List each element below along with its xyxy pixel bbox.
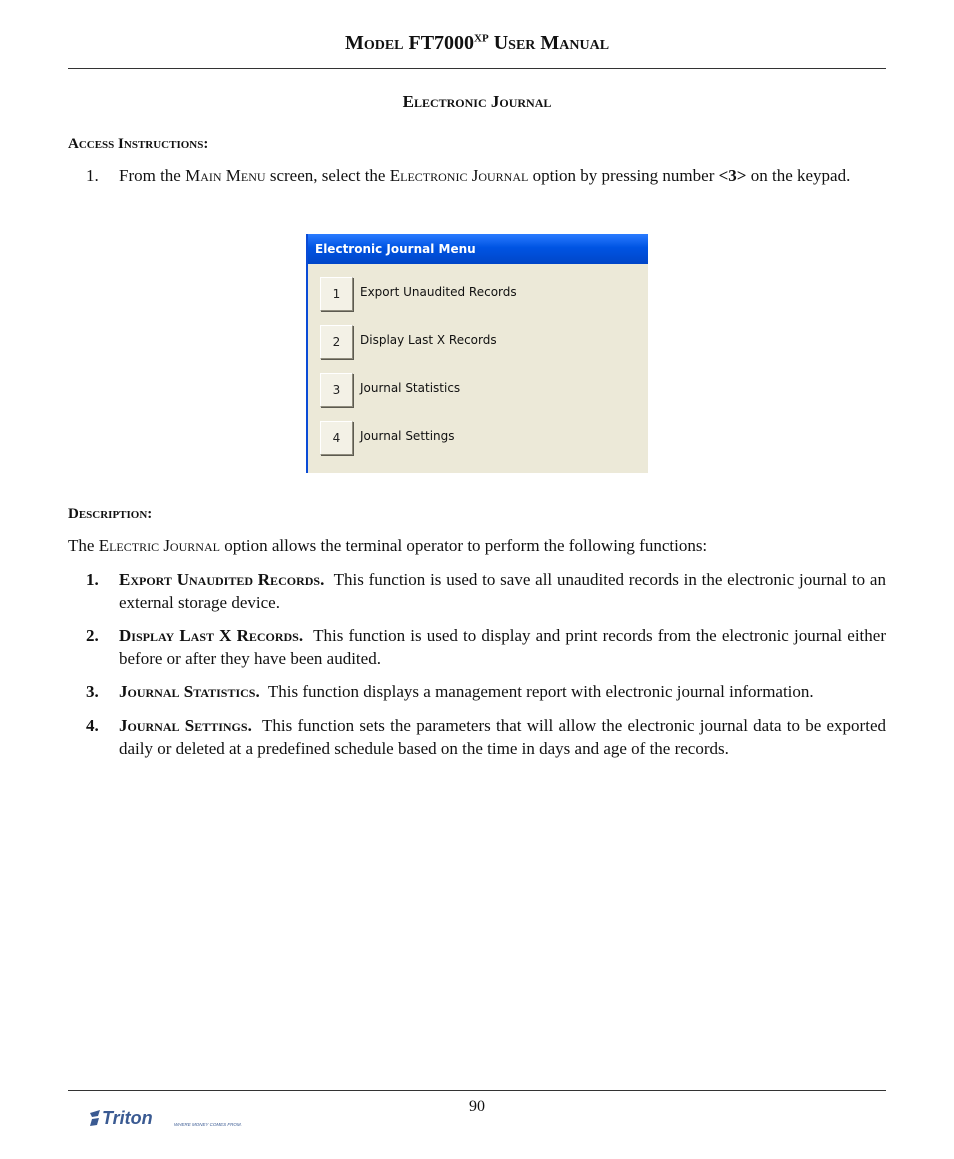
triton-logo-text: Triton	[102, 1108, 153, 1128]
function-text: This function is used to save all unaudited records in the electronic journal to an external storage device.	[119, 570, 886, 612]
menu-window-title: Electronic Journal Menu	[308, 234, 648, 264]
menu-label-display: Display Last X Records	[360, 333, 497, 347]
menu-button-3[interactable]: 3	[320, 373, 353, 407]
function-name: Display Last X Records.	[119, 626, 304, 645]
electric-journal-term: Electric Journal	[98, 536, 220, 555]
description-intro: The Electric Journal option allows the terminal operator to perform the following functions:	[68, 536, 708, 555]
function-item-display	[119, 624, 886, 670]
step-number: 1.	[86, 166, 99, 185]
menu-label-statistics: Journal Statistics	[360, 381, 461, 395]
footer-rule	[68, 1090, 886, 1091]
function-name: Export Unaudited Records.	[119, 570, 325, 589]
menu-label-settings: Journal Settings	[360, 429, 455, 443]
menu-button-1[interactable]: 1	[320, 277, 353, 311]
access-step-text: From the Main Menu screen, select the Electronic Journal option by pressing number <3> on the keypad.	[119, 166, 851, 185]
function-item-statistics	[119, 680, 886, 703]
menu-label-export: Export Unaudited Records	[360, 285, 517, 299]
page-header-title	[68, 32, 886, 55]
electronic-journal-term: Electronic Journal	[389, 166, 529, 185]
triton-tagline: WHERE MONEY COMES FROM.	[174, 1122, 242, 1127]
access-instructions-heading: Access Instructions:	[68, 136, 209, 152]
menu-row-statistics[interactable]	[320, 373, 640, 407]
menu-button-2[interactable]: 2	[320, 325, 353, 359]
description-heading: Description:	[68, 506, 153, 522]
function-item-settings	[119, 714, 886, 760]
function-name: Journal Settings.	[119, 716, 252, 735]
menu-row-export[interactable]	[320, 277, 640, 311]
header-rule	[68, 68, 886, 69]
triton-logo	[88, 1107, 250, 1131]
menu-row-display[interactable]	[320, 325, 640, 359]
header-title-superscript: XP	[474, 32, 489, 45]
main-menu-term: Main Menu	[185, 166, 266, 185]
function-item-export	[119, 568, 886, 614]
menu-button-4[interactable]: 4	[320, 421, 353, 455]
page-number: 90	[469, 1098, 485, 1115]
function-number: 3.	[86, 682, 99, 701]
electronic-journal-menu-screenshot	[306, 234, 648, 473]
menu-row-settings[interactable]	[320, 421, 640, 455]
triton-logo-mark	[90, 1110, 100, 1126]
function-number: 4.	[86, 716, 99, 735]
key-three: <3>	[718, 166, 747, 185]
header-title-suffix: User Manual	[488, 32, 610, 54]
function-number: 2.	[86, 626, 99, 645]
function-name: Journal Statistics.	[119, 682, 260, 701]
function-text: This function is used to display and print records from the electronic journal either before or after they have been audited.	[119, 626, 886, 668]
function-text: This function displays a management report with electronic journal information.	[267, 682, 814, 701]
function-number: 1.	[86, 570, 99, 589]
header-title-text: Model FT7000	[344, 32, 475, 54]
section-title: Electronic Journal	[402, 92, 552, 111]
function-text: This function sets the parameters that will allow the electronic journal data to be exported daily or deleted at a predefined schedule based on the time in days and age of the records.	[119, 716, 886, 758]
